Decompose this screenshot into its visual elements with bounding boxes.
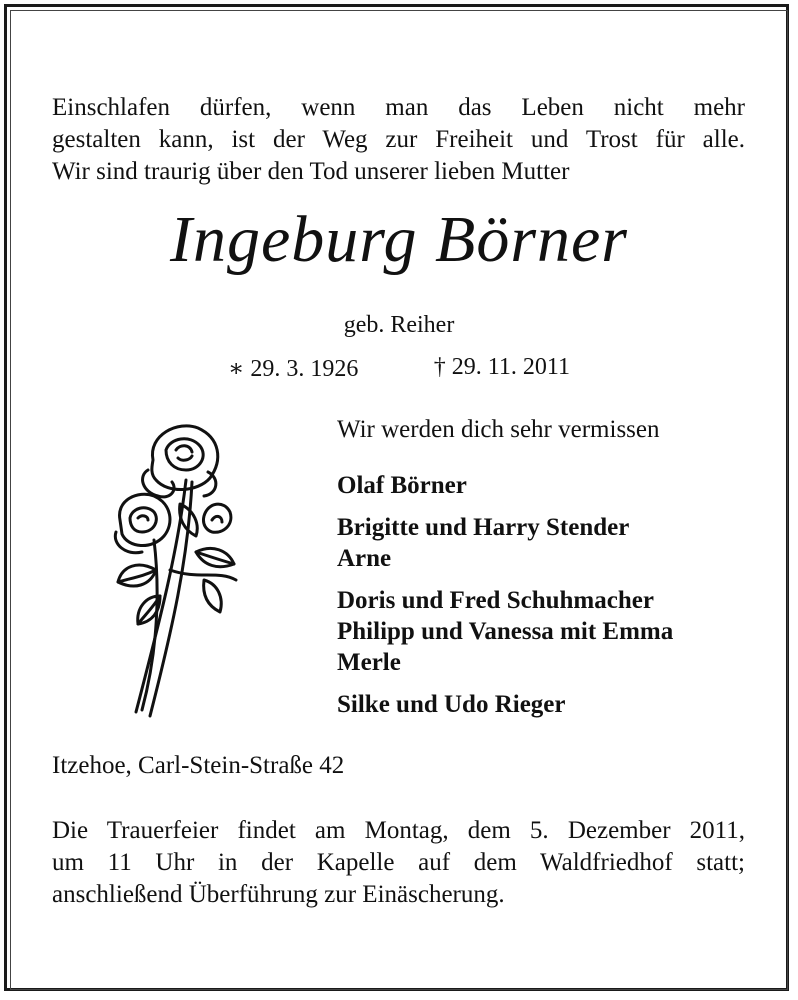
family-member: Merle — [337, 649, 401, 676]
family-member: Brigitte und Harry Stender — [337, 514, 630, 541]
intro-line: Wir sind traurig über den Tod unserer lieben Mutter — [52, 158, 570, 185]
rose-illustration-icon — [108, 420, 248, 720]
family-group — [337, 470, 757, 501]
family-member: Philipp und Vanessa mit Emma — [337, 618, 674, 645]
intro-text — [52, 92, 745, 188]
family-list — [337, 470, 757, 731]
family-group — [337, 689, 757, 720]
address: Itzehoe, Carl-Stein-Straße 42 — [52, 752, 345, 779]
birth-name: geb. Reiher — [343, 312, 455, 338]
family-member: Silke und Udo Rieger — [337, 691, 566, 718]
intro-line: gestalten kann, ist der Weg zur Freiheit und Trost für alle. — [52, 126, 745, 153]
family-member: Arne — [337, 545, 392, 572]
service-line: um 11 Uhr in der Kapelle auf dem Waldfriedhof statt; — [52, 849, 745, 876]
family-member: Doris und Fred Schuhmacher — [337, 587, 654, 614]
service-text — [52, 815, 745, 911]
family-group — [337, 512, 757, 574]
family-member: Olaf Börner — [337, 472, 467, 499]
deceased-name: Ingeburg Börner — [170, 203, 628, 276]
death-date: † 29. 11. 2011 — [433, 354, 570, 380]
service-line: Die Trauerfeier findet am Montag, dem 5. Dezember 2011, — [52, 817, 745, 844]
life-dates — [228, 354, 570, 383]
birth-date: ∗ 29. 3. 1926 — [228, 356, 359, 382]
service-line: anschließend Überführung zur Einäscherung. — [52, 881, 505, 908]
farewell-message: Wir werden dich sehr vermissen — [337, 416, 660, 443]
family-group — [337, 585, 757, 678]
intro-line: Einschlafen dürfen, wenn man das Leben nicht mehr — [52, 94, 745, 121]
